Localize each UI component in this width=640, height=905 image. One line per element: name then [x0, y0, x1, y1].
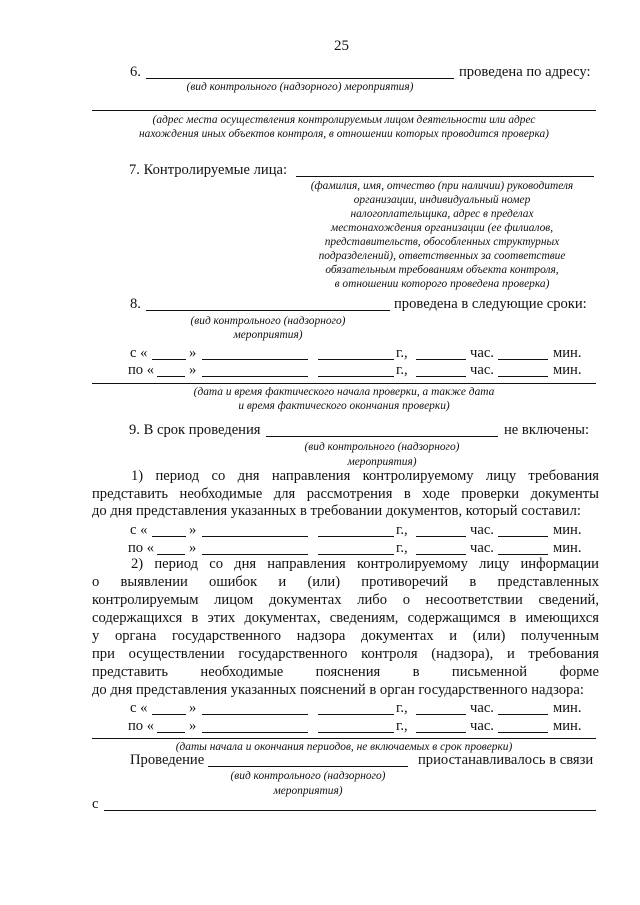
p2-from-month[interactable] — [202, 714, 308, 715]
p1-to-year[interactable] — [318, 554, 394, 555]
year-label: г., — [396, 362, 408, 378]
s8-to-label: по « — [128, 362, 155, 378]
minute-label: мин. — [553, 540, 582, 556]
s9-suspension-right: приостанавливалось в связи — [418, 752, 594, 768]
s7-caption-1: (фамилия, имя, отчество (при наличии) руководителя — [310, 180, 574, 192]
s6-address-field[interactable] — [92, 110, 596, 111]
p2-to-minute[interactable] — [498, 732, 548, 733]
s8-caption-1: (вид контрольного (надзорного) — [190, 315, 346, 327]
s7-caption-2: организации, индивидуальный номер — [353, 194, 531, 206]
p2-from-minute[interactable] — [498, 714, 548, 715]
p1-from-hour[interactable] — [416, 536, 466, 537]
quote-close: » — [189, 345, 197, 361]
quote-close: » — [189, 700, 197, 716]
s9-right-text: не включены: — [504, 422, 590, 438]
minute-label: мин. — [553, 522, 582, 538]
to-label: по « — [128, 540, 155, 556]
p2-to-day[interactable] — [157, 732, 185, 733]
s9-p1-line-2: представить необходимые для рассмотрения в ходе проверки документы — [92, 486, 599, 502]
quote-close: » — [189, 718, 197, 734]
s9-p1-line-1: 1) период со дня направления контролируемому лицу требования — [131, 468, 599, 484]
from-label: с « — [130, 522, 148, 538]
minute-label: мин. — [553, 362, 582, 378]
s9-suspension-event-field[interactable] — [208, 766, 408, 767]
s9-p2-line-5: у органа государственного надзора документах и (или) полученным — [92, 628, 599, 644]
quote-close: » — [189, 540, 197, 556]
p1-from-month[interactable] — [202, 536, 308, 537]
s9-caption-1: (вид контрольного (надзорного) — [304, 441, 460, 453]
s6-caption: (вид контрольного (надзорного) мероприятия) — [186, 81, 414, 93]
s9-p2-line-2: о выявлении ошибок и (или) противоречий в представленных — [92, 574, 599, 590]
s7-persons-field[interactable] — [296, 176, 594, 177]
hour-label: час. — [470, 362, 494, 378]
quote-close: » — [189, 362, 197, 378]
s9-p2-line-8: до дня представления указанных пояснений в орган государственного надзора: — [92, 682, 584, 698]
s9-p2-line-6: при осуществлении государственного контроля (надзора), и требования — [92, 646, 599, 662]
year-label: г., — [396, 700, 408, 716]
p1-to-month[interactable] — [202, 554, 308, 555]
s7-caption-5: представительств, обособленных структурных — [324, 236, 560, 248]
s9-p2-line-1: 2) период со дня направления контролируемому лицу информации — [131, 556, 599, 572]
s8-from-hour[interactable] — [416, 359, 466, 360]
s9-divider — [92, 738, 596, 739]
to-label: по « — [128, 718, 155, 734]
hour-label: час. — [470, 540, 494, 556]
hour-label: час. — [470, 522, 494, 538]
s8-from-label: с « — [130, 345, 148, 361]
s8-caption-2: мероприятия) — [233, 329, 303, 341]
s9-caption-3: (даты начала и окончания периодов, не включаемых в срок проверки) — [175, 741, 513, 753]
from-label: с « — [130, 700, 148, 716]
s7-caption-4: местонахождения организации (ее филиалов, — [330, 222, 554, 234]
hour-label: час. — [470, 700, 494, 716]
p2-to-hour[interactable] — [416, 732, 466, 733]
s9-reason-field[interactable] — [104, 810, 596, 811]
s8-divider — [92, 383, 596, 384]
s9-suspension-left: Проведение — [130, 752, 205, 768]
p1-to-hour[interactable] — [416, 554, 466, 555]
p2-from-hour[interactable] — [416, 714, 466, 715]
s8-to-day[interactable] — [157, 376, 185, 377]
s8-to-year[interactable] — [318, 376, 394, 377]
s7-caption-3: налогоплательщика, адрес в пределах — [350, 208, 534, 220]
hour-label: час. — [470, 718, 494, 734]
s6-address-caption-2: нахождения иных объектов контроля, в отношении которых проводится проверка) — [139, 128, 549, 140]
s6-right-text: проведена по адресу: — [459, 64, 591, 80]
minute-label: мин. — [553, 700, 582, 716]
s8-to-hour[interactable] — [416, 376, 466, 377]
s9-p2-line-4: содержащихся в этих документах, сведениям, содержащимся в имеющихся — [92, 610, 599, 626]
year-label: г., — [396, 522, 408, 538]
s9-caption-5: мероприятия) — [273, 785, 343, 797]
minute-label: мин. — [553, 345, 582, 361]
quote-close: » — [189, 522, 197, 538]
s7-caption-8: в отношении которого проведена проверка) — [334, 278, 550, 290]
s8-event-field[interactable] — [146, 310, 390, 311]
s6-address-caption-1: (адрес места осуществления контролируемым лицом деятельности или адрес — [152, 114, 536, 126]
s9-label: 9. В срок проведения — [129, 422, 261, 438]
s8-from-month[interactable] — [202, 359, 308, 360]
s6-event-field[interactable] — [146, 78, 454, 79]
s9-p2-line-7: представить необходимые пояснения в письменной форме — [92, 664, 599, 680]
page-number: 25 — [334, 38, 349, 54]
s8-from-year[interactable] — [318, 359, 394, 360]
p1-to-day[interactable] — [157, 554, 185, 555]
s8-caption-3: (дата и время фактического начала проверки, а также дата — [193, 386, 495, 398]
hour-label: час. — [470, 345, 494, 361]
p1-from-year[interactable] — [318, 536, 394, 537]
p2-from-day[interactable] — [152, 714, 186, 715]
p1-from-minute[interactable] — [498, 536, 548, 537]
year-label: г., — [396, 718, 408, 734]
minute-label: мин. — [553, 718, 582, 734]
s9-event-field[interactable] — [266, 436, 498, 437]
year-label: г., — [396, 540, 408, 556]
p2-to-month[interactable] — [202, 732, 308, 733]
s8-number: 8. — [130, 296, 141, 312]
s7-label: 7. Контролируемые лица: — [129, 162, 288, 178]
s9-caption-4: (вид контрольного (надзорного) — [230, 770, 386, 782]
p2-from-year[interactable] — [318, 714, 394, 715]
s9-with-label: с — [92, 796, 99, 812]
s8-from-minute[interactable] — [498, 359, 548, 360]
p1-from-day[interactable] — [152, 536, 186, 537]
p2-to-year[interactable] — [318, 732, 394, 733]
s6-number: 6. — [130, 64, 141, 80]
year-label: г., — [396, 345, 408, 361]
s8-caption-4: и время фактического окончания проверки) — [238, 400, 450, 412]
s8-right-text: проведена в следующие сроки: — [394, 296, 587, 312]
s8-from-day[interactable] — [152, 359, 186, 360]
s8-to-minute[interactable] — [498, 376, 548, 377]
s9-caption-2: мероприятия) — [347, 456, 417, 468]
s8-to-month[interactable] — [202, 376, 308, 377]
s9-p2-line-3: контролируемым лицом документах либо о несоответствии сведений, — [92, 592, 599, 608]
s9-p1-line-3: до дня представления указанных в требовании документов, который составил: — [92, 503, 581, 519]
s7-caption-6: подразделений), ответственных за соответствие — [318, 250, 566, 262]
p1-to-minute[interactable] — [498, 554, 548, 555]
s7-caption-7: обязательным требованиям объекта контроля, — [325, 264, 559, 276]
